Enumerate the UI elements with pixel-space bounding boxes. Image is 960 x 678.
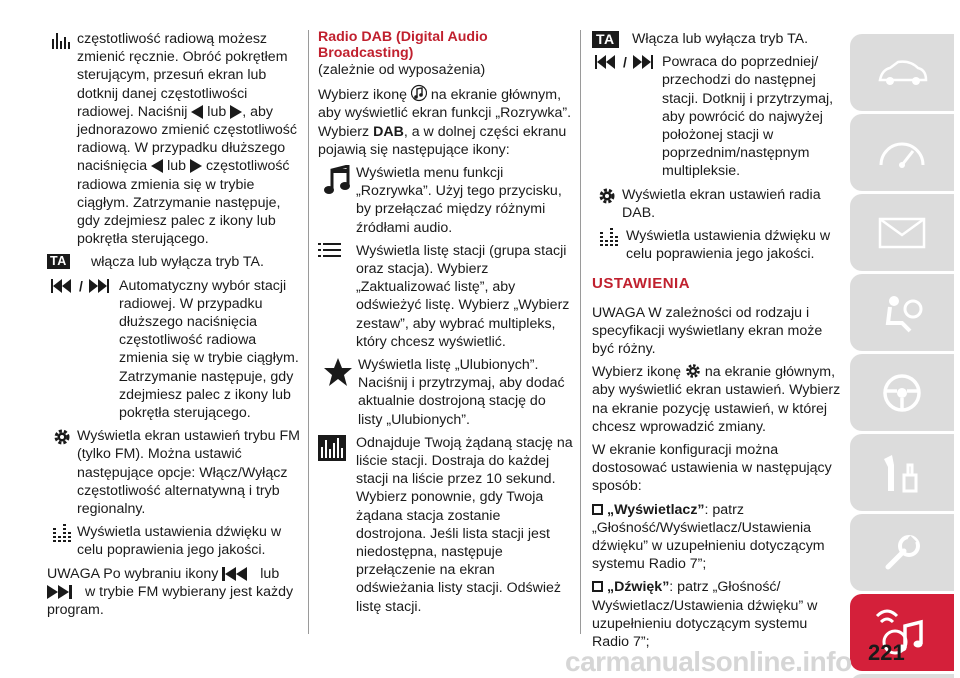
manual-tune-text: częstotliwość radiową możesz zmienić ręcznie. Obróć pokrętłem sterującym, przesuń ekran lub dotknij danej częstotliwości radiowej. Naciśnij lub , aby jednorazowo zmienić częstotliwość radiową. W przypadku dłuższego naciśnięcia lub częstotliwość radiowa zmienia się w trybie ciągłym. Zatrzymanie następuje, gdy zdejmiesz palec z ikony lub pokrętła sterującego. — [77, 31, 297, 248]
list-icon — [318, 242, 356, 257]
dab-subheading: (zależnie od wyposażenia) — [318, 62, 486, 78]
seek-row-dab — [592, 53, 842, 180]
tab-emergency[interactable] — [850, 434, 954, 511]
tab-warning-lights[interactable] — [850, 114, 954, 191]
svg-text:/: / — [623, 54, 627, 71]
ta-icon: TA — [592, 31, 619, 48]
car-icon — [876, 58, 928, 88]
tab-messages[interactable] — [850, 194, 954, 271]
column-3 — [592, 30, 842, 656]
tab-maintenance[interactable] — [850, 514, 954, 591]
gear-icon — [685, 363, 701, 379]
settings-intro: Wybierz ikonę na ekranie głównym, aby wyświetlić ekran ustawień. Wybierz na ekranie pozycję ustawień, w której chcesz wprowadzić zmiany. — [592, 364, 841, 435]
favorites-row — [318, 356, 574, 429]
warning-light-icon — [877, 135, 927, 171]
section-heading-settings: USTAWIENIA — [592, 275, 691, 293]
column-2 — [318, 30, 574, 621]
tab-index[interactable] — [850, 674, 954, 678]
wrench-tools-icon — [880, 453, 924, 493]
envelope-icon — [878, 217, 926, 249]
dab-intro: Wybierz ikonę na ekranie głównym, aby wyświetlić ekran funkcji „Rozrywka”. Wybierz DAB, a w dolnej części ekranu pojawią się następujące ikony: — [318, 84, 574, 159]
arrow-left-icon — [191, 105, 203, 119]
settings-note: UWAGA W zależności od rodzaju i specyfikacji wyświetlany ekran może być różny. — [592, 304, 823, 358]
column-1 — [47, 30, 303, 624]
checkbox-bullet-icon — [592, 581, 603, 592]
chapter-tabs — [850, 34, 954, 678]
seek-prev-next-icon — [592, 53, 662, 70]
ta-icon: TA — [47, 254, 70, 269]
arrow-left-icon — [151, 159, 163, 173]
dab-settings-text: Wyświetla ekran ustawień radia DAB. — [622, 186, 821, 221]
spanner-icon — [882, 533, 922, 573]
column-divider — [308, 30, 309, 634]
media-row — [318, 164, 574, 237]
gear-icon — [592, 186, 622, 205]
sound-row-dab — [592, 227, 842, 263]
steering-wheel-icon — [882, 373, 922, 413]
star-icon — [318, 356, 358, 387]
fm-settings-row — [47, 427, 303, 518]
ta-text: włącza lub wyłącza tryb TA. — [91, 254, 264, 271]
fm-settings-text: Wyświetla ekran ustawień trybu FM (tylko FM). Można ustawić następujące opcje: Włącz/Wyłącz częstotliwość alternatywną i tryb regionalny. — [77, 428, 301, 518]
seek-text: Automatyczny wybór stacji radiowej. W przypadku dłuższego naciśnięcia częstotliwość radiowa zmienia się w trybie ciągłym. Zatrzymanie następuje, gdy zdejmiesz palec z ikony lub pokrętła sterującego. — [119, 277, 299, 422]
seek-row — [47, 277, 303, 423]
dab-settings-row — [592, 186, 842, 222]
fm-note: UWAGA Po wybraniu ikony lub w trybie FM wybierany jest każdy program. — [47, 565, 294, 619]
watermark: carmanualsonline.info — [565, 646, 852, 677]
seek-next-icon — [47, 585, 81, 599]
checkbox-bullet-icon — [592, 504, 603, 515]
tune-row — [318, 434, 574, 616]
sound-row — [47, 523, 303, 559]
settings-description: W ekranie konfiguracji można dostosować ustawienia w następujący sposób: — [592, 442, 832, 495]
ta-row-dab — [592, 30, 842, 48]
gear-icon — [47, 427, 77, 446]
scan-bars-icon — [318, 434, 356, 461]
tab-car[interactable] — [850, 34, 954, 111]
manual-tune-block — [47, 30, 303, 248]
music-note-icon — [318, 164, 356, 197]
column-divider — [580, 30, 581, 634]
sound-text: Wyświetla ustawienia dźwięku w celu poprawienia jego jakości. — [626, 228, 831, 263]
arrow-right-icon — [230, 105, 242, 119]
seek-prev-next-icon — [47, 277, 119, 294]
ta-row — [47, 253, 303, 271]
equalizer-icon — [592, 227, 626, 248]
svg-text:/: / — [79, 277, 83, 294]
list-text: Wyświetla listę stacji (grupa stacji oraz stacja). Wybierz „Zaktualizować listę”, aby odświeżyć listę. Wybierz „Wybierz zestaw”, aby wybrać multipleks, który chcesz wyświetlić. — [356, 242, 570, 350]
settings-item-display: „Wyświetlacz”: patrz „Głośność/Wyświetlacz/Ustawienia dźwięku” w uzupełnieniu dotyczącym systemu Radio 7”; — [592, 501, 825, 573]
sound-levels-icon — [47, 30, 77, 49]
equalizer-icon — [47, 523, 77, 544]
sound-text: Wyświetla ustawienia dźwięku w celu poprawienia jego jakości. — [77, 524, 282, 559]
arrow-right-icon — [190, 159, 202, 173]
seek-text: Powraca do poprzedniej/ przechodzi do następnej stacji. Dotknij i przytrzymaj, aby powrócić do najwyżej położonej stacji w poprzednim/następnym multipleksie. — [662, 54, 834, 180]
media-text: Wyświetla menu funkcji „Rozrywka”. Użyj tego przycisku, by przełączać między różnymi źródłami audio. — [356, 165, 562, 236]
settings-item-sound: „Dźwięk”: patrz „Głośność/ Wyświetlacz/Ustawienia dźwięku” w uzupełnieniu dotyczącym systemu Radio 7”; — [592, 579, 818, 651]
list-row — [318, 242, 574, 351]
section-heading-dab: Radio DAB (Digital Audio Broadcasting) — [318, 29, 488, 61]
page-number: 221 — [868, 640, 905, 665]
music-note-icon — [411, 84, 427, 102]
tune-text: Odnajduje Twoją żądaną stację na liście stacji. Dostraja do każdej stacji na liście przez 10 sekund. Wybierz ponownie, gdy Twoja żądana stacja zostanie dostrojona. Jeśli lista stacji jest niedostępna, następuje przełączenie na ekran odświeżania listy stacji. Odśwież listę stacji. — [356, 434, 573, 615]
airbag-icon — [880, 293, 924, 333]
seek-prev-icon — [222, 567, 256, 581]
ta-text: Włącza lub wyłącza tryb TA. — [632, 31, 809, 47]
tab-driving[interactable] — [850, 354, 954, 431]
favorites-text: Wyświetla listę „Ulubionych”. Naciśnij i przytrzymaj, aby dodać aktualnie dostrojoną stację do listy „Ulubionych”. — [358, 357, 565, 428]
tab-safety[interactable] — [850, 274, 954, 351]
